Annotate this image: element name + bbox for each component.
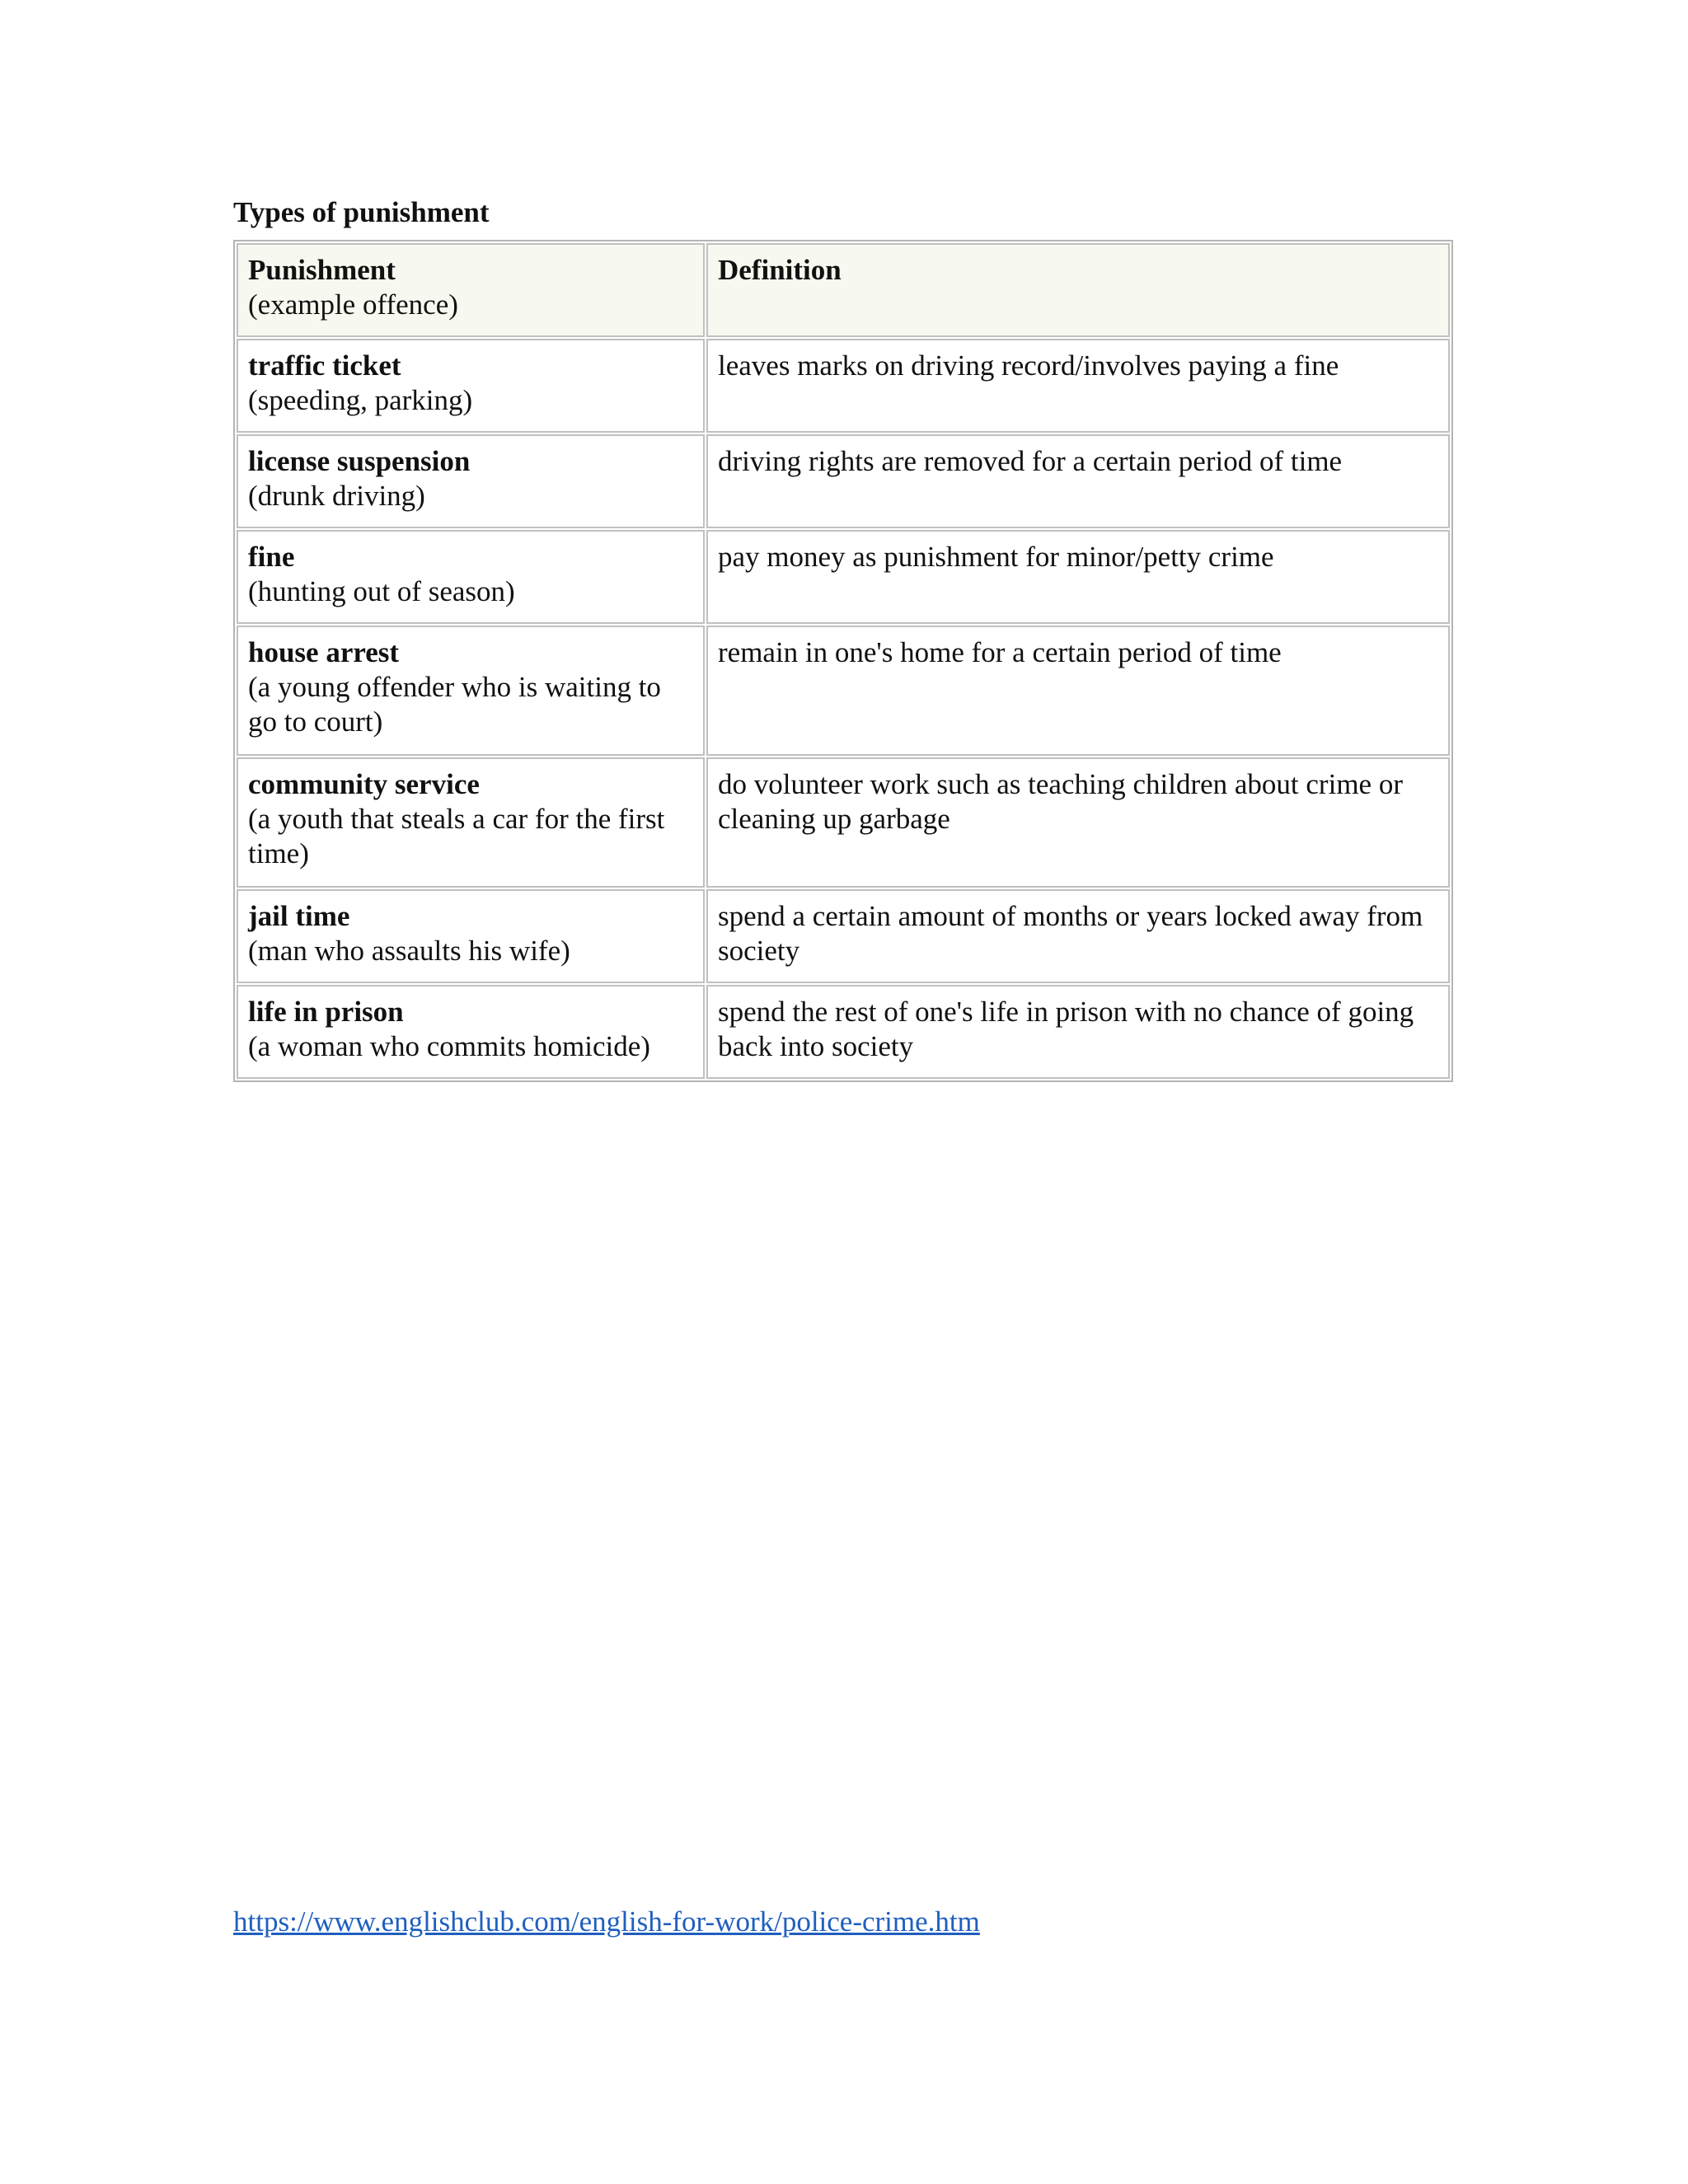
punishment-cell bbox=[237, 530, 705, 624]
punishment-cell bbox=[237, 626, 705, 756]
punishment-name: life in prison bbox=[248, 996, 404, 1028]
punishment-example: (drunk driving) bbox=[248, 480, 425, 512]
definition-cell: remain in one's home for a certain period of time bbox=[706, 626, 1450, 756]
punishment-name: jail time bbox=[248, 900, 350, 932]
punishment-cell bbox=[237, 757, 705, 888]
definition-cell: do volunteer work such as teaching children about crime or cleaning up garbage bbox=[706, 757, 1450, 888]
definition-cell: spend a certain amount of months or years locked away from society bbox=[706, 889, 1450, 983]
punishment-cell bbox=[237, 889, 705, 983]
punishment-example: (man who assaults his wife) bbox=[248, 935, 570, 967]
header-definition-title: Definition bbox=[718, 254, 842, 286]
page-title: Types of punishment bbox=[233, 196, 490, 228]
punishment-example: (a young offender who is waiting to go to court) bbox=[248, 671, 661, 738]
punishment-cell bbox=[237, 339, 705, 433]
punishment-name: license suspension bbox=[248, 445, 471, 477]
table-row bbox=[237, 530, 1450, 624]
table-row bbox=[237, 434, 1450, 528]
definition-cell: pay money as punishment for minor/petty crime bbox=[706, 530, 1450, 624]
definition-cell: leaves marks on driving record/involves paying a fine bbox=[706, 339, 1450, 433]
header-punishment-title: Punishment bbox=[248, 254, 396, 286]
punishment-cell bbox=[237, 985, 705, 1079]
punishment-example: (speeding, parking) bbox=[248, 384, 473, 416]
table-row bbox=[237, 626, 1450, 756]
definition-cell: driving rights are removed for a certain period of time bbox=[706, 434, 1450, 528]
table-row bbox=[237, 339, 1450, 433]
punishment-example: (a youth that steals a car for the first time) bbox=[248, 803, 665, 869]
table-row bbox=[237, 889, 1450, 983]
table-header-row bbox=[237, 243, 1450, 337]
definition-cell: spend the rest of one's life in prison with no chance of going back into society bbox=[706, 985, 1450, 1079]
punishment-name: house arrest bbox=[248, 636, 400, 668]
header-punishment-subtitle: (example offence) bbox=[248, 288, 458, 321]
table-row bbox=[237, 985, 1450, 1079]
punishment-name: fine bbox=[248, 541, 295, 573]
source-link[interactable]: https://www.englishclub.com/english-for-work/police-crime.htm bbox=[233, 1905, 980, 1938]
punishment-table bbox=[233, 240, 1453, 1082]
header-definition-cell bbox=[706, 243, 1450, 337]
header-punishment-cell bbox=[237, 243, 705, 337]
table-row bbox=[237, 757, 1450, 888]
punishment-cell bbox=[237, 434, 705, 528]
punishment-example: (hunting out of season) bbox=[248, 575, 515, 607]
punishment-name: traffic ticket bbox=[248, 349, 401, 382]
punishment-example: (a woman who commits homicide) bbox=[248, 1030, 650, 1062]
punishment-name: community service bbox=[248, 768, 480, 800]
